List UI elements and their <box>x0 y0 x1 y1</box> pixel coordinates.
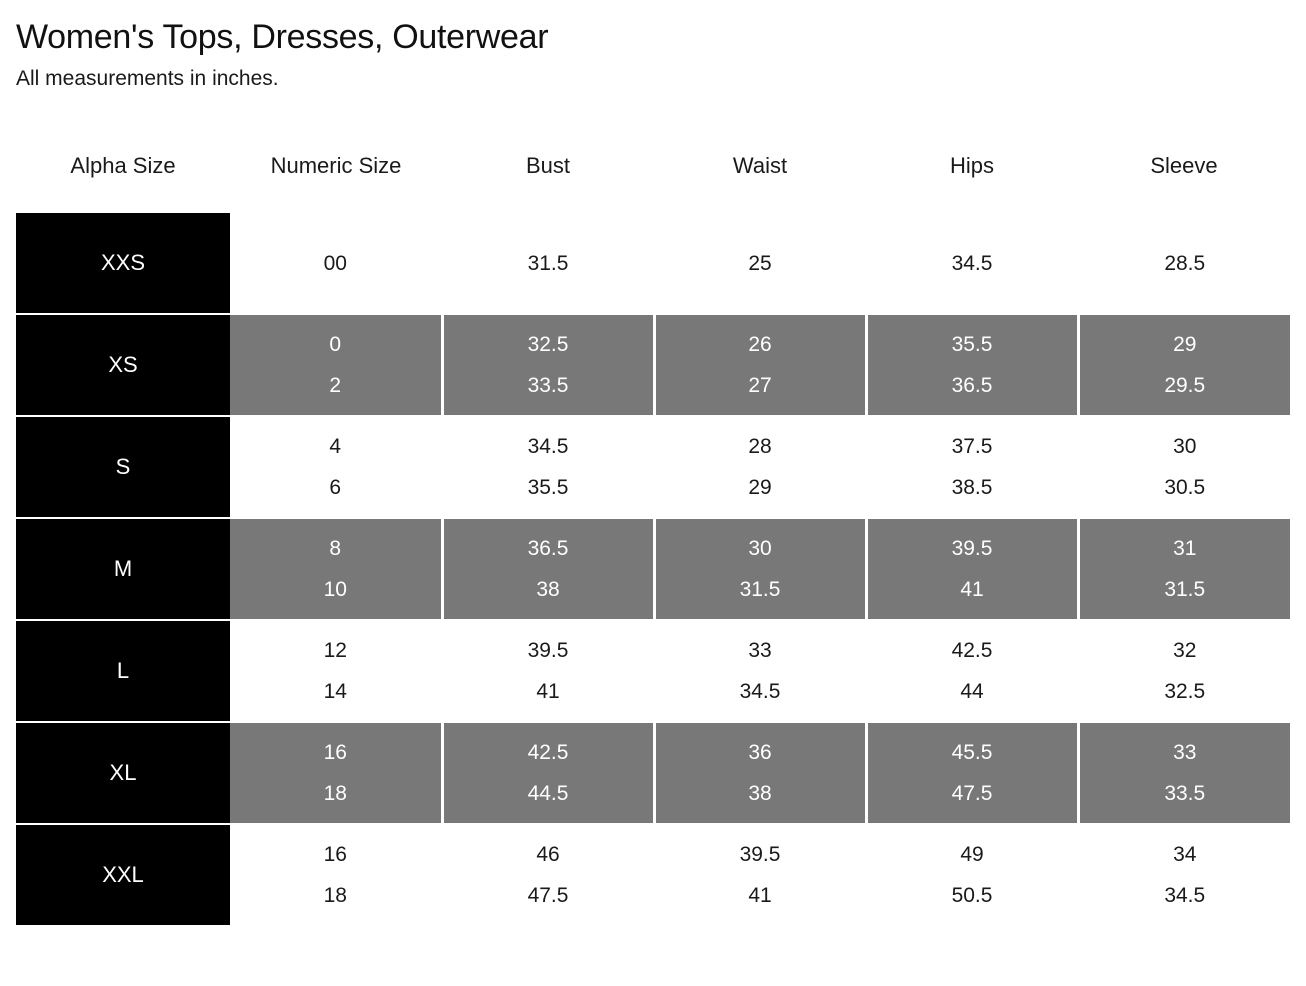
column-header-bust: Bust <box>525 153 571 178</box>
table-row <box>16 213 1290 314</box>
hips-cell <box>866 416 1078 518</box>
measurement-value: 47.5 <box>527 884 569 907</box>
measurement-value: 30 <box>1173 435 1197 458</box>
waist-cell <box>654 824 866 926</box>
measurement-value: 33.5 <box>1164 782 1206 805</box>
sleeve-cell <box>1078 213 1290 314</box>
measurement-value: 18 <box>323 884 347 907</box>
bust-cell <box>442 314 654 416</box>
size-chart-table <box>16 153 1290 927</box>
measurement-value: 38 <box>536 578 560 601</box>
measurement-value: 35.5 <box>951 333 993 356</box>
measurement-value: 45.5 <box>951 741 993 764</box>
waist-cell <box>654 518 866 620</box>
measurement-value: 28.5 <box>1164 251 1206 275</box>
column-header-hips: Hips <box>949 153 994 178</box>
measurement-value: 34.5 <box>527 435 569 458</box>
hips-cell <box>866 722 1078 824</box>
measurement-value: 30 <box>748 537 772 560</box>
measurement-value: 26 <box>748 333 772 356</box>
measurement-value: 34 <box>1173 843 1197 866</box>
bust-cell <box>442 416 654 518</box>
hips-cell <box>866 824 1078 926</box>
alpha-size-cell: XXL <box>16 824 230 926</box>
measurement-value: 34.5 <box>1164 884 1206 907</box>
hips-cell <box>866 518 1078 620</box>
measurement-value: 44.5 <box>527 782 569 805</box>
sleeve-cell <box>1078 416 1290 518</box>
measurement-value: 16 <box>323 741 347 764</box>
column-header-alpha-size: Alpha Size <box>70 153 176 178</box>
waist-cell <box>654 722 866 824</box>
numeric-size-cell <box>230 314 442 416</box>
measurement-value: 47.5 <box>951 782 993 805</box>
measurement-value: 31.5 <box>527 251 569 275</box>
measurement-value: 42.5 <box>951 639 993 662</box>
table-row <box>16 314 1290 416</box>
measurement-value: 4 <box>329 435 342 458</box>
alpha-size-cell: XXS <box>16 213 230 314</box>
measurement-value: 41 <box>536 680 560 703</box>
waist-cell <box>654 213 866 314</box>
measurement-value: 33.5 <box>527 374 569 397</box>
table-header <box>16 153 1290 213</box>
measurement-value: 38.5 <box>951 476 993 499</box>
column-header-waist: Waist <box>732 153 788 178</box>
measurement-value: 29 <box>748 476 772 499</box>
hips-cell <box>866 620 1078 722</box>
measurement-value: 12 <box>323 639 347 662</box>
measurement-value: 39.5 <box>951 537 993 560</box>
page-title: Women's Tops, Dresses, Outerwear <box>16 18 549 56</box>
measurement-value: 00 <box>323 251 347 275</box>
sleeve-cell <box>1078 722 1290 824</box>
alpha-size-cell: S <box>16 416 230 518</box>
measurement-value: 30.5 <box>1164 476 1206 499</box>
numeric-size-cell <box>230 518 442 620</box>
page-subtitle: All measurements in inches. <box>16 67 279 90</box>
numeric-size-cell <box>230 620 442 722</box>
table-row <box>16 518 1290 620</box>
measurement-value: 25 <box>748 251 772 275</box>
measurement-value: 8 <box>329 537 342 560</box>
measurement-value: 2 <box>329 374 342 397</box>
measurement-value: 33 <box>1173 741 1197 764</box>
measurement-value: 44 <box>960 680 984 703</box>
measurement-value: 32.5 <box>1164 680 1206 703</box>
measurement-value: 16 <box>323 843 347 866</box>
alpha-size-cell: L <box>16 620 230 722</box>
table-header-row <box>16 153 1290 213</box>
measurement-value: 41 <box>960 578 984 601</box>
measurement-value: 18 <box>323 782 347 805</box>
measurement-value: 38 <box>748 782 772 805</box>
bust-cell <box>442 518 654 620</box>
numeric-size-cell <box>230 824 442 926</box>
waist-cell <box>654 314 866 416</box>
numeric-size-cell <box>230 416 442 518</box>
measurement-value: 50.5 <box>951 884 993 907</box>
alpha-size-cell: M <box>16 518 230 620</box>
sleeve-cell <box>1078 314 1290 416</box>
measurement-value: 33 <box>748 639 772 662</box>
measurement-value: 34.5 <box>739 680 781 703</box>
measurement-value: 36.5 <box>951 374 993 397</box>
measurement-value: 37.5 <box>951 435 993 458</box>
measurement-value: 31.5 <box>1164 578 1206 601</box>
measurement-value: 31 <box>1173 537 1197 560</box>
table-row <box>16 416 1290 518</box>
bust-cell <box>442 722 654 824</box>
hips-cell <box>866 213 1078 314</box>
table-body <box>16 213 1290 926</box>
hips-cell <box>866 314 1078 416</box>
table-row <box>16 620 1290 722</box>
measurement-value: 10 <box>323 578 347 601</box>
bust-cell <box>442 213 654 314</box>
table-row <box>16 722 1290 824</box>
measurement-value: 42.5 <box>527 741 569 764</box>
column-header-sleeve: Sleeve <box>1150 153 1218 178</box>
measurement-value: 32.5 <box>527 333 569 356</box>
alpha-size-cell: XL <box>16 722 230 824</box>
table-row <box>16 824 1290 926</box>
sleeve-cell <box>1078 824 1290 926</box>
measurement-value: 0 <box>329 333 342 356</box>
numeric-size-cell <box>230 213 442 314</box>
column-header-numeric-size: Numeric Size <box>270 153 402 178</box>
waist-cell <box>654 620 866 722</box>
measurement-value: 6 <box>329 476 342 499</box>
measurement-value: 32 <box>1173 639 1197 662</box>
measurement-value: 36 <box>748 741 772 764</box>
numeric-size-cell <box>230 722 442 824</box>
bust-cell <box>442 824 654 926</box>
measurement-value: 14 <box>323 680 347 703</box>
sleeve-cell <box>1078 620 1290 722</box>
measurement-value: 28 <box>748 435 772 458</box>
measurement-value: 39.5 <box>739 843 781 866</box>
measurement-value: 29.5 <box>1164 374 1206 397</box>
sleeve-cell <box>1078 518 1290 620</box>
measurement-value: 36.5 <box>527 537 569 560</box>
bust-cell <box>442 620 654 722</box>
measurement-value: 41 <box>748 884 772 907</box>
measurement-value: 27 <box>748 374 772 397</box>
measurement-value: 49 <box>960 843 984 866</box>
measurement-value: 34.5 <box>951 251 993 275</box>
measurement-value: 29 <box>1173 333 1197 356</box>
measurement-value: 35.5 <box>527 476 569 499</box>
measurement-value: 39.5 <box>527 639 569 662</box>
alpha-size-cell: XS <box>16 314 230 416</box>
measurement-value: 46 <box>536 843 560 866</box>
measurement-value: 31.5 <box>739 578 781 601</box>
waist-cell <box>654 416 866 518</box>
